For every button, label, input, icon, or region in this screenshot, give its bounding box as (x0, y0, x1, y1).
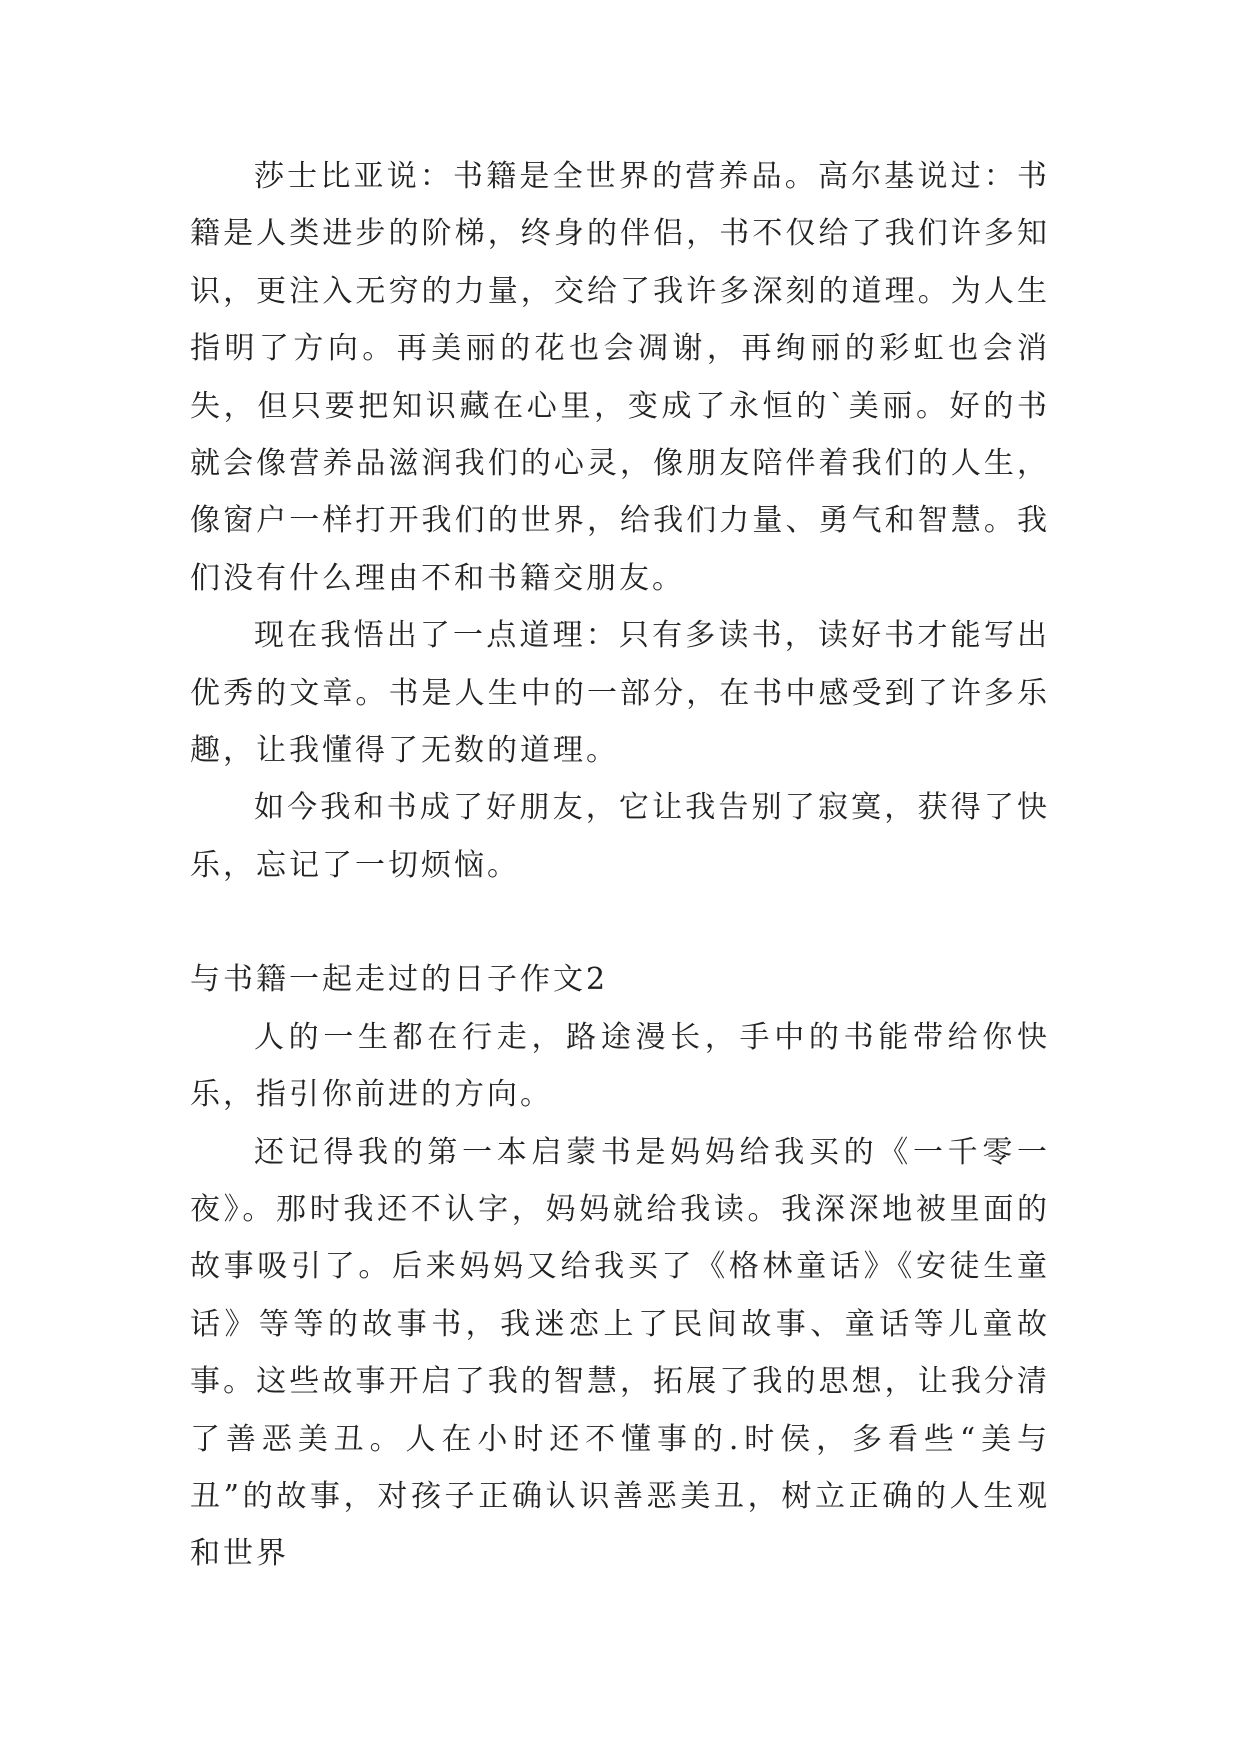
paragraph-5: 还记得我的第一本启蒙书是妈妈给我买的《一千零一夜》。那时我还不认字，妈妈就给我读。我深深地被里面的故事吸引了。后来妈妈又给我买了《格林童话》《安徒生童话》等等的故事书，我迷恋上了民间故事、童话等儿童故事。这些故事开启了我的智慧，拓展了我的思想，让我分清了善恶美丑。人在小时还不懂事的.时侯，多看些“美与丑”的故事，对孩子正确认识善恶美丑，树立正确的人生观和世界 (190, 1134, 1050, 1572)
section-title: 与书籍一起走过的日子作文2 (190, 962, 609, 998)
paragraph-1: 莎士比亚说：书籍是全世界的营养品。高尔基说过：书籍是人类进步的阶梯，终身的伴侣，书不仅给了我们许多知识，更注入无穷的力量，交给了我许多深刻的道理。为人生指明了方向。再美丽的花也会凋谢，再绚丽的彩虹也会消失，但只要把知识藏在心里，变成了永恒的`美丽。好的书就会像营养品滋润我们的心灵，像朋友陪伴着我们的人生，像窗户一样打开我们的世界，给我们力量、勇气和智慧。我们没有什么理由不和书籍交朋友。 (190, 159, 1050, 596)
document-page (190, 148, 1050, 1583)
paragraph-2: 现在我悟出了一点道理：只有多读书，读好书才能写出优秀的文章。书是人生中的一部分，在书中感受到了许多乐趣，让我懂得了无数的道理。 (190, 618, 1050, 769)
paragraph-4: 人的一生都在行走，路途漫长，手中的书能带给你快乐，指引你前进的方向。 (190, 1019, 1050, 1113)
paragraph-3: 如今我和书成了好朋友，它让我告别了寂寞，获得了快乐，忘记了一切烦恼。 (190, 790, 1050, 883)
